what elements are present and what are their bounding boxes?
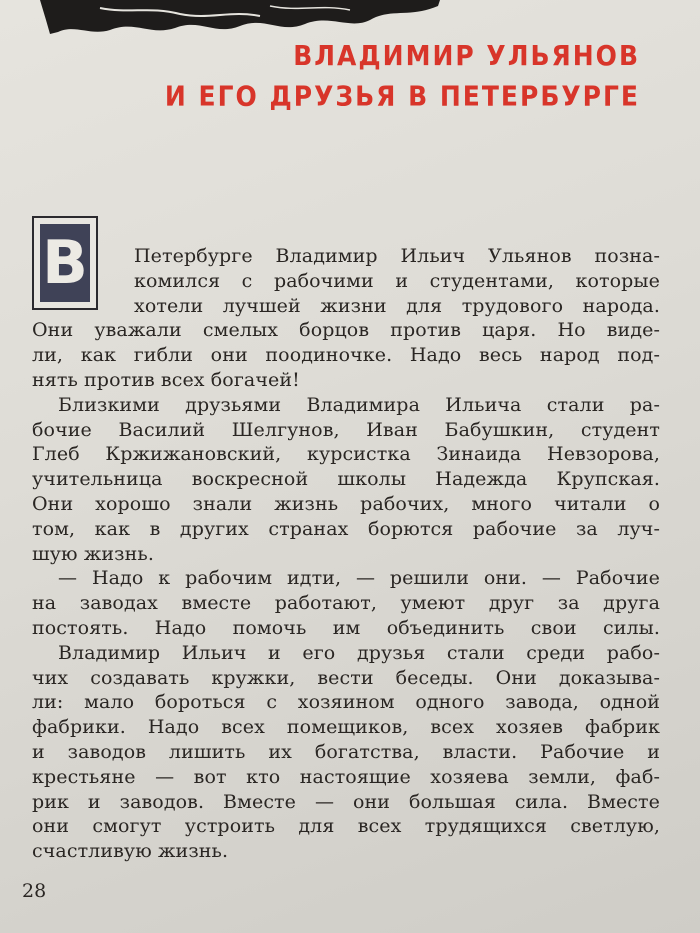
text-line: Владимир Ильич и его друзья стали среди рабо- (58, 641, 660, 664)
chapter-title-line-1: ВЛАДИМИР УЛЬЯНОВ (293, 39, 640, 72)
text-line: шую жизнь. (32, 542, 154, 565)
text-line: Они хорошо знали жизнь рабочих, много читали о (32, 492, 660, 515)
text-line: чих создавать кружки, вести беседы. Они доказыва- (32, 666, 660, 689)
text-line: — Надо к рабочим идти, — решили они. — Рабочие (58, 567, 660, 590)
text-line: ли: мало бороться с хозяином одного завода, одной (32, 691, 660, 714)
text-line: на заводах вместе работают, умеют друг за друга (32, 592, 660, 615)
body-text (32, 244, 660, 864)
text-line: счастливую жизнь. (32, 840, 229, 863)
text-line: Петербурге Владимир Ильич Ульянов позна- (134, 245, 660, 267)
chapter-title (165, 36, 640, 117)
text-line: хотели лучшей жизни для трудового народа. (134, 294, 660, 317)
text-line: Глеб Кржижановский, курсистка Зинаида Невзорова, (32, 443, 660, 466)
text-line: комился с рабочими и студентами, которые (134, 269, 660, 292)
text-line: Они уважали смелых борцов против царя. Но виде- (32, 319, 660, 342)
text-line: учительница воскресной школы Надежда Крупская. (32, 468, 660, 491)
text-line: крестьяне — вот кто настоящие хозяева земли, фаб- (32, 765, 660, 788)
text-line: и заводов лишить их богатства, власти. Рабочие и (32, 740, 660, 763)
text-line: том, как в других странах борются рабочие за луч- (32, 517, 660, 540)
text-line: фабрики. Надо всех помещиков, всех хозяев фабрик (32, 716, 660, 739)
text-line: рик и заводов. Вместе — они большая сила. Вместе (32, 790, 660, 813)
text-line: они смогут устроить для всех трудящихся светлую, (32, 815, 660, 838)
chapter-title-line-2: И ЕГО ДРУЗЬЯ В ПЕТЕРБУРГЕ (164, 79, 640, 113)
text-line: ли, как гибли они поодиночке. Надо весь народ под- (32, 344, 660, 367)
text-line: бочие Василий Шелгунов, Иван Бабушкин, студент (32, 418, 660, 441)
decorative-brush-stroke (40, 0, 440, 38)
drop-cap-letter: В (40, 224, 90, 302)
text-line: Близкими друзьями Владимира Ильича стали ра- (58, 393, 660, 416)
text-line: постоять. Надо помочь им объединить свои силы. (32, 616, 660, 639)
page-number: 28 (22, 880, 47, 902)
text-line: нять против всех богачей! (32, 368, 300, 391)
